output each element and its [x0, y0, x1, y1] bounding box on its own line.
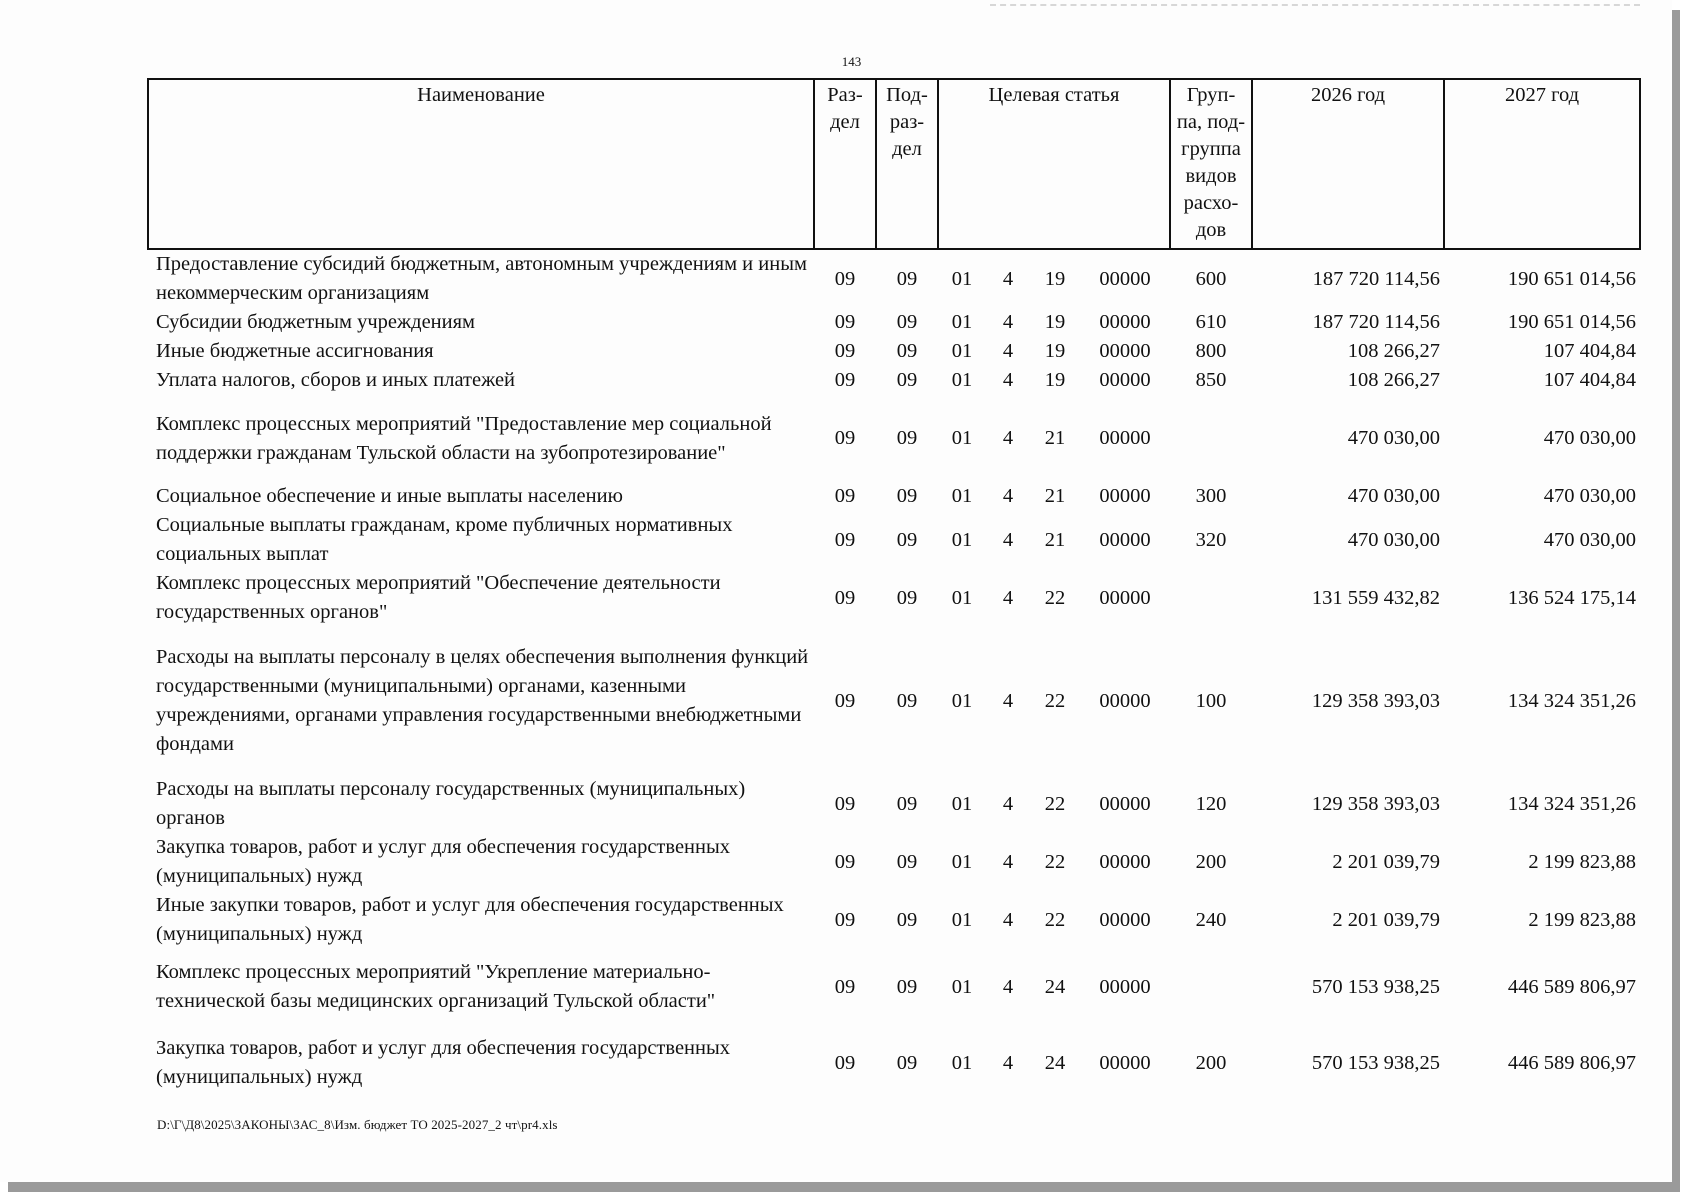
cell-direction: 00000	[1099, 528, 1151, 551]
cell-name: Закупка товаров, работ и услуг для обеспечения государственных (муниципальных) нужд	[156, 836, 731, 887]
cell-name: Социальные выплаты гражданам, кроме публичных нормативных социальных выплат	[156, 514, 733, 565]
cell-podrazdel: 09	[896, 975, 918, 998]
cell-amount-2026: 470 030,00	[1347, 427, 1440, 449]
table-row	[148, 337, 1640, 366]
cell-expense-group: 100	[1195, 689, 1227, 712]
cell-program: 01	[951, 975, 973, 998]
cell-direction: 00000	[1099, 586, 1151, 609]
header-2027: 2027 год	[1444, 79, 1640, 249]
cell-program-type: 4	[1002, 792, 1014, 815]
cell-structural-element: 22	[1044, 689, 1066, 712]
cell-amount-2027: 107 404,84	[1543, 340, 1636, 362]
cell-podrazdel: 09	[896, 850, 918, 873]
cell-name: Комплекс процессных мероприятий "Предоставление мер социальной поддержки гражданам Тульской области на зубопротезирование"	[156, 412, 772, 464]
cell-razdel: 09	[834, 1051, 856, 1074]
cell-podrazdel: 09	[896, 369, 918, 391]
cell-program: 01	[951, 340, 973, 362]
header-celevaya-statya: Целевая статья	[938, 79, 1170, 249]
cell-structural-element: 22	[1044, 586, 1066, 609]
cell-program: 01	[951, 369, 973, 391]
cell-razdel: 09	[834, 975, 856, 998]
cell-name: Расходы на выплаты персоналу в целях обеспечения выполнения функций государственными (муниципальными) органами, казенными учреждениями, органами управления государственными внебюджетными фондами	[156, 646, 809, 755]
table-row	[148, 569, 1640, 627]
cell-expense-group: 610	[1195, 311, 1227, 333]
cell-expense-group: 120	[1195, 792, 1227, 815]
cell-podrazdel: 09	[896, 485, 918, 507]
cell-amount-2027: 190 651 014,56	[1507, 267, 1636, 290]
cell-amount-2027: 136 524 175,14	[1507, 586, 1636, 609]
cell-structural-element: 19	[1044, 267, 1066, 290]
cell-name: Уплата налогов, сборов и иных платежей	[156, 369, 516, 391]
cell-expense-group: 240	[1195, 908, 1227, 931]
cell-expense-group	[1170, 395, 1252, 482]
cell-structural-element: 21	[1044, 528, 1066, 551]
cell-amount-2027: 107 404,84	[1543, 369, 1636, 391]
cell-amount-2026: 129 358 393,03	[1311, 689, 1440, 712]
cell-direction: 00000	[1099, 850, 1151, 873]
cell-direction: 00000	[1099, 340, 1151, 362]
cell-razdel: 09	[834, 311, 856, 333]
cell-structural-element: 19	[1044, 340, 1066, 362]
cell-amount-2027: 134 324 351,26	[1507, 792, 1636, 815]
cell-amount-2026: 131 559 432,82	[1311, 586, 1440, 609]
cell-program-type: 4	[1002, 908, 1014, 931]
cell-razdel: 09	[834, 267, 856, 290]
cell-expense-group: 300	[1195, 485, 1227, 507]
cell-direction: 00000	[1099, 369, 1151, 391]
cell-amount-2027: 190 651 014,56	[1507, 311, 1636, 333]
cell-program-type: 4	[1002, 586, 1014, 609]
cell-razdel: 09	[834, 369, 856, 391]
cell-structural-element: 24	[1044, 975, 1066, 998]
cell-expense-group: 200	[1195, 1051, 1227, 1074]
cell-name: Субсидии бюджетным учреждениям	[156, 311, 476, 333]
table-row	[148, 1025, 1640, 1101]
cell-direction: 00000	[1099, 427, 1151, 449]
cell-expense-group	[1170, 949, 1252, 1025]
cell-program: 01	[951, 792, 973, 815]
file-path-footer: D:\Г\Д8\2025\ЗАКОНЫ\ЗАС_8\Изм. бюджет ТО 2025-2027_2 чт\pr4.xls	[157, 1117, 558, 1132]
cell-podrazdel: 09	[896, 528, 918, 551]
table-row	[148, 249, 1640, 308]
cell-podrazdel: 09	[896, 267, 918, 290]
cell-amount-2026: 187 720 114,56	[1312, 267, 1440, 290]
cell-program: 01	[951, 1051, 973, 1074]
cell-direction: 00000	[1099, 311, 1151, 333]
cell-program: 01	[951, 586, 973, 609]
cell-program: 01	[951, 689, 973, 712]
cell-structural-element: 22	[1044, 908, 1066, 931]
cell-expense-group: 600	[1195, 267, 1227, 290]
cell-program-type: 4	[1002, 369, 1014, 391]
cell-amount-2027: 446 589 806,97	[1507, 1051, 1636, 1074]
cell-structural-element: 22	[1044, 792, 1066, 815]
budget-table-container	[147, 78, 1641, 1101]
cell-amount-2027: 446 589 806,97	[1507, 975, 1636, 998]
page-number: 143	[841, 54, 862, 69]
cell-amount-2026: 2 201 039,79	[1332, 908, 1440, 931]
cell-amount-2026: 108 266,27	[1347, 340, 1440, 362]
cell-program: 01	[951, 528, 973, 551]
table-row	[148, 833, 1640, 891]
cell-razdel: 09	[834, 586, 856, 609]
cell-amount-2027: 470 030,00	[1543, 485, 1636, 507]
cell-razdel: 09	[834, 792, 856, 815]
cell-amount-2026: 187 720 114,56	[1312, 311, 1440, 333]
cell-amount-2026: 570 153 938,25	[1311, 975, 1440, 998]
cell-expense-group: 320	[1195, 528, 1227, 551]
cell-razdel: 09	[834, 689, 856, 712]
cell-structural-element: 24	[1044, 1051, 1066, 1074]
cell-razdel: 09	[834, 485, 856, 507]
table-row	[148, 308, 1640, 337]
cell-program: 01	[951, 311, 973, 333]
cell-name: Социальное обеспечение и иные выплаты населению	[156, 485, 623, 507]
cell-razdel: 09	[834, 850, 856, 873]
table-row	[148, 627, 1640, 775]
cell-amount-2027: 470 030,00	[1543, 427, 1636, 449]
cell-podrazdel: 09	[896, 427, 918, 449]
table-row	[148, 366, 1640, 395]
cell-program: 01	[951, 427, 973, 449]
table-row	[148, 482, 1640, 511]
header-2026: 2026 год	[1252, 79, 1444, 249]
cell-expense-group	[1170, 569, 1252, 627]
table-row	[148, 891, 1640, 949]
cell-direction: 00000	[1099, 792, 1151, 815]
budget-table	[147, 78, 1641, 1101]
cell-podrazdel: 09	[896, 792, 918, 815]
cell-program-type: 4	[1002, 689, 1014, 712]
cell-program: 01	[951, 267, 973, 290]
header-name: Наименование	[148, 79, 814, 249]
cell-name: Комплекс процессных мероприятий "Укрепление материально-технической базы медицинских организаций Тульской области"	[156, 961, 716, 1012]
cell-amount-2027: 470 030,00	[1543, 528, 1636, 551]
header-gruppa-vidov: Груп- па, под- группа видов расхо- дов	[1170, 79, 1252, 249]
cell-amount-2026: 570 153 938,25	[1311, 1051, 1440, 1074]
cell-podrazdel: 09	[896, 1051, 918, 1074]
cell-podrazdel: 09	[896, 311, 918, 333]
cell-name: Иные закупки товаров, работ и услуг для обеспечения государственных (муниципальных) нужд	[156, 894, 784, 945]
cell-program-type: 4	[1002, 311, 1014, 333]
cell-amount-2027: 2 199 823,88	[1528, 850, 1636, 873]
cell-razdel: 09	[834, 528, 856, 551]
cell-direction: 00000	[1099, 975, 1151, 998]
cell-program-type: 4	[1002, 975, 1014, 998]
cell-structural-element: 22	[1044, 850, 1066, 873]
cell-podrazdel: 09	[896, 689, 918, 712]
cell-program-type: 4	[1002, 1051, 1014, 1074]
cell-program-type: 4	[1002, 485, 1014, 507]
cell-program-type: 4	[1002, 528, 1014, 551]
table-body	[148, 249, 1640, 1101]
cell-name: Расходы на выплаты персоналу государственных (муниципальных) органов	[156, 778, 746, 829]
cell-name: Предоставление субсидий бюджетным, автономным учреждениям и иным некоммерческим организациям	[156, 253, 807, 304]
cell-structural-element: 19	[1044, 311, 1066, 333]
cell-razdel: 09	[834, 908, 856, 931]
cell-podrazdel: 09	[896, 340, 918, 362]
cell-amount-2027: 2 199 823,88	[1528, 908, 1636, 931]
cell-direction: 00000	[1099, 1051, 1151, 1074]
cell-podrazdel: 09	[896, 586, 918, 609]
cell-program: 01	[951, 485, 973, 507]
header-razdel: Раз- дел	[814, 79, 876, 249]
cell-amount-2026: 108 266,27	[1347, 369, 1440, 391]
cell-amount-2026: 470 030,00	[1347, 528, 1440, 551]
cell-direction: 00000	[1099, 908, 1151, 931]
table-row	[148, 511, 1640, 569]
cell-structural-element: 21	[1044, 427, 1066, 449]
cell-name: Иные бюджетные ассигнования	[156, 340, 434, 362]
cell-expense-group: 200	[1195, 850, 1227, 873]
cell-name: Комплекс процессных мероприятий "Обеспечение деятельности государственных органов"	[156, 572, 721, 623]
cell-structural-element: 21	[1044, 485, 1066, 507]
cell-podrazdel: 09	[896, 908, 918, 931]
cell-program-type: 4	[1002, 340, 1014, 362]
cell-expense-group: 850	[1195, 369, 1227, 391]
header-podrazdel: Под- раз- дел	[876, 79, 938, 249]
table-header	[148, 79, 1640, 249]
cell-direction: 00000	[1099, 485, 1151, 507]
cell-amount-2026: 129 358 393,03	[1311, 792, 1440, 815]
cell-amount-2026: 470 030,00	[1347, 485, 1440, 507]
cell-direction: 00000	[1099, 689, 1151, 712]
table-row	[148, 775, 1640, 833]
cell-amount-2027: 134 324 351,26	[1507, 689, 1636, 712]
cell-program-type: 4	[1002, 427, 1014, 449]
cell-program: 01	[951, 850, 973, 873]
cell-expense-group: 800	[1195, 340, 1227, 362]
cell-structural-element: 19	[1044, 369, 1066, 391]
cell-amount-2026: 2 201 039,79	[1332, 850, 1440, 873]
table-row	[148, 395, 1640, 482]
cell-program-type: 4	[1002, 850, 1014, 873]
cell-razdel: 09	[834, 427, 856, 449]
scan-artifact	[990, 4, 1640, 6]
table-row	[148, 949, 1640, 1025]
cell-direction: 00000	[1099, 267, 1151, 290]
cell-program-type: 4	[1002, 267, 1014, 290]
cell-name: Закупка товаров, работ и услуг для обеспечения государственных (муниципальных) нужд	[156, 1037, 731, 1088]
cell-program: 01	[951, 908, 973, 931]
cell-razdel: 09	[834, 340, 856, 362]
